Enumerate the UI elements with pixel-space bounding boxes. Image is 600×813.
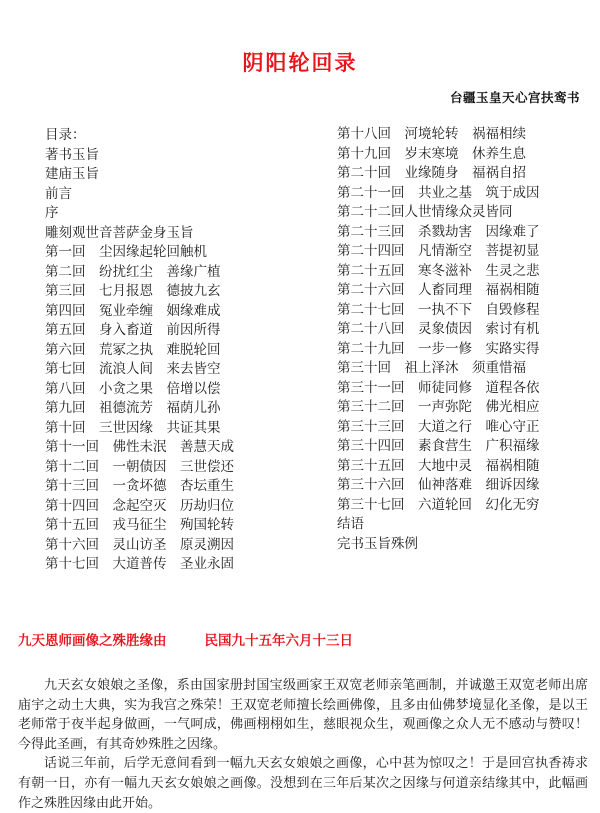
table-of-contents-right: [337, 125, 592, 554]
toc-entry: 第三十三回 大道之行 唯心守正: [337, 418, 540, 435]
toc-entry: 完书玉旨殊例: [337, 535, 418, 552]
toc-entry: 第二回 纷扰红尘 善缘广植: [45, 263, 221, 280]
toc-entry: 第十二回 一朝债因 三世偿还: [45, 458, 234, 475]
toc-entry: 第五回 身入畜道 前因所得: [45, 322, 221, 338]
toc-entry: 第二十八回 灵象债因 索讨有机: [337, 321, 540, 337]
toc-entry: 第三十四回 素食营生 广积福缘: [337, 438, 540, 454]
toc-entry: 第二十四回 凡情渐空 菩提初显: [337, 243, 540, 259]
toc-entry: 第十九回 岁末寒境 休养生息: [337, 145, 526, 162]
toc-entry: 第二十一回 共业之基 筑于成因: [337, 184, 540, 201]
toc-entry: 第二十六回 人畜同理 福祸相随: [337, 282, 540, 298]
toc-entry: 第三十二回 一声弥陀 佛光相应: [337, 399, 540, 415]
toc-entry: 雕刻观世音菩萨金身玉旨: [45, 224, 194, 241]
toc-entry: 第二十五回 寒冬滋补 生灵之悲: [337, 262, 540, 279]
toc-entry: 第六回 荒冢之执 难脱轮回: [45, 341, 221, 358]
toc-entry: 序: [45, 205, 59, 221]
toc-entry: 第十三回 一贪坏德 杏坛重生: [45, 478, 234, 494]
toc-entry: 第二十七回 一执不下 自毁修程: [337, 301, 540, 318]
toc-entry: 第三十一回 师徒同修 道程各依: [337, 379, 540, 396]
section-heading-title: 九天恩师画像之殊胜缘由: [18, 633, 167, 649]
toc-entry: 建庙玉旨: [45, 166, 99, 182]
document-title: 阴阳轮回录: [242, 50, 358, 75]
toc-entry: 第十一回 佛性未泯 善慧天成: [45, 439, 234, 455]
toc-entry: 第三十七回 六道轮回 幻化无穷: [337, 496, 540, 513]
toc-entry: 第三回 七月报恩 德披九玄: [45, 283, 221, 299]
toc-entry: 第三十六回 仙神落难 细诉因缘: [337, 477, 540, 493]
toc-entry: 第二十九回 一步一修 实路实得: [337, 340, 540, 357]
body-text: [18, 676, 588, 813]
toc-entry: 前言: [45, 185, 72, 202]
toc-entry: 第十七回 大道普传 圣业永固: [45, 556, 234, 572]
paragraph: 九天玄女娘娘之圣像，系由国家册封国宝级画家王双宽老师亲笔画制，并诚邀王双宽老师出席庙宇之动土大典，实为我宫之殊荣！王双宽老师擅长绘画佛像，且多由仙佛梦境显化圣像，是以王老师常于夜半起身做画，一气呵成，佛画栩栩如生，慈眼视众生，观画像之众人无不感动与赞叹！今得此圣画，有其奇妙殊胜之因缘。: [18, 678, 588, 752]
toc-entry: 第四回 冤业牵缠 姻缘难成: [45, 302, 221, 319]
toc-entry: 第八回 小贪之果 倍增以偿: [45, 380, 221, 397]
toc-entry: 第十六回 灵山访圣 原灵溯因: [45, 536, 234, 553]
section-heading: [18, 629, 588, 649]
table-of-contents-left: [45, 126, 325, 575]
toc-entry: 第七回 流浪人间 来去皆空: [45, 361, 221, 377]
toc-entry: 第二十回 业缘随身 福祸自招: [337, 165, 526, 181]
toc-entry: 著书玉旨: [45, 146, 99, 163]
toc-entry: 第二十三回 杀戮劫害 因缘难了: [337, 223, 540, 240]
toc-entry: 第三十回 祖上泽沐 须重惜福: [337, 360, 526, 376]
toc-entry: 结语: [337, 516, 364, 532]
toc-entry: 第十回 三世因缘 共证其果: [45, 419, 221, 436]
toc-entry: 第十五回 戎马征尘 殉国轮转: [45, 517, 234, 533]
toc-entry: 第九回 祖德流芳 福荫儿孙: [45, 400, 221, 416]
toc-entry: 第二十二回人世情缘众灵皆同: [337, 204, 513, 220]
document-subtitle: 台疆玉皇天心宫扶鸾书: [449, 90, 580, 105]
toc-entry: 第三十五回 大地中灵 福祸相随: [337, 457, 540, 474]
toc-entry: 第十八回 河境轮转 祸福相续: [337, 126, 526, 142]
paragraph: 话说三年前，后学无意间看到一幅九天玄女娘娘之画像，心中甚为惊叹之！于是回宫执香祷求有朝一日，亦有一幅九天玄女娘娘之画像。没想到在三年后某次之因缘与何道亲结缘其中，此幅画作之殊胜因缘由此开始。: [18, 756, 588, 811]
toc-entry: 目录：: [45, 127, 86, 143]
section-heading-date: 民国九十五年六月十三日: [204, 633, 353, 649]
toc-entry: 第一回 尘因缘起轮回触机: [45, 244, 207, 260]
toc-entry: 第十四回 念起空灭 历劫归位: [45, 497, 234, 514]
